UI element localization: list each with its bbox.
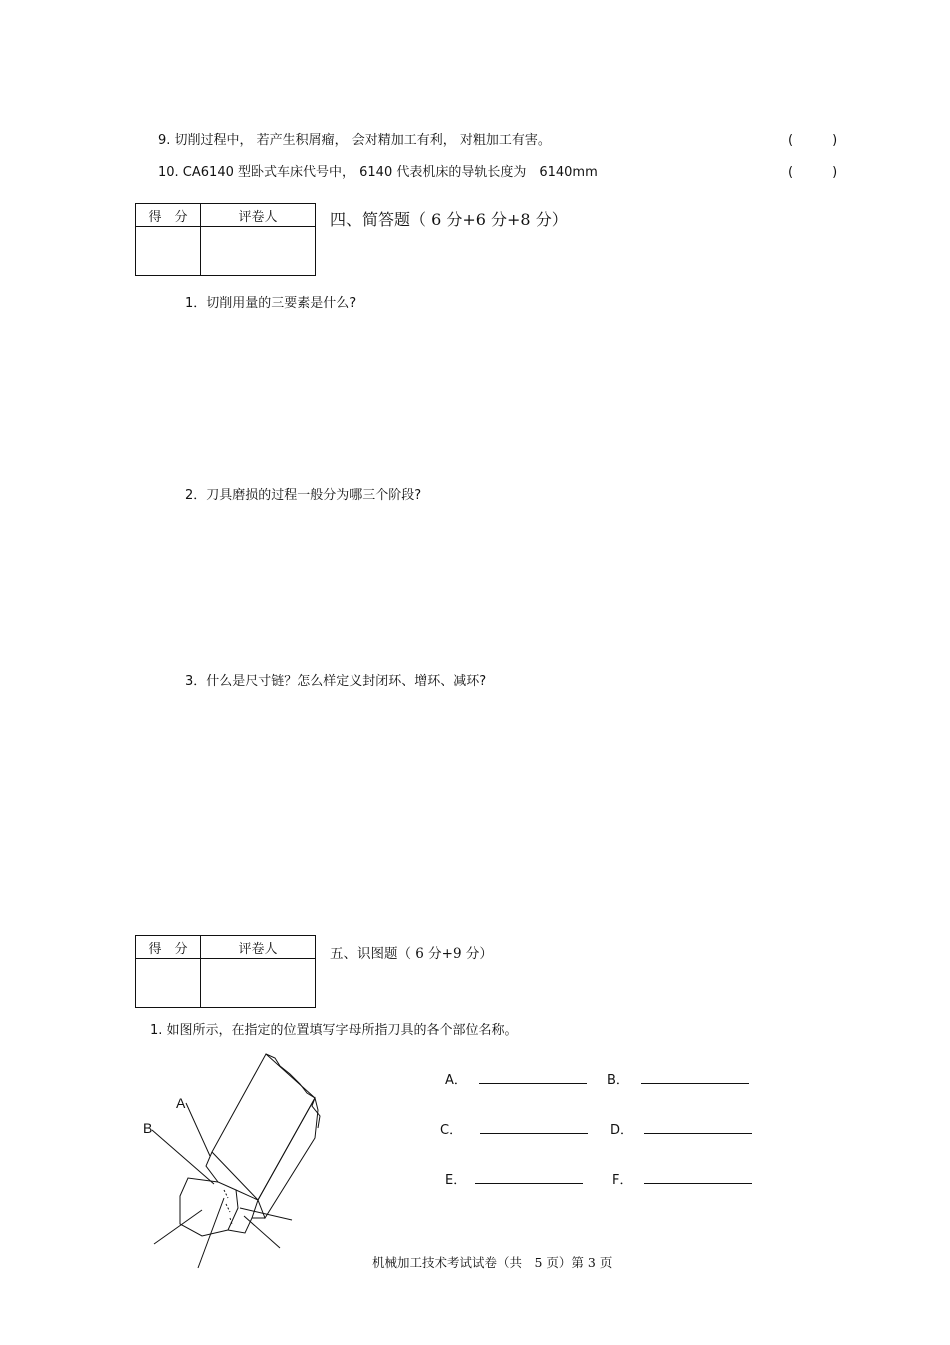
leader-line-e (240, 1208, 292, 1220)
blank-a[interactable] (479, 1071, 587, 1084)
blank-row-f (612, 1169, 752, 1188)
leader-line-c (154, 1210, 202, 1244)
tool-shank-side-face (258, 1098, 318, 1218)
blank-row-e (445, 1169, 583, 1188)
question-10: 10. CA6140 型卧式车床代号中， 6140 代表机床的导轨长度为 6140mm (158, 165, 598, 180)
blank-row-c (440, 1119, 588, 1138)
grader-cell[interactable] (201, 959, 316, 1008)
score-cell[interactable] (136, 959, 201, 1008)
blank-d[interactable] (644, 1121, 752, 1134)
leader-line-b (152, 1130, 214, 1184)
blank-f[interactable] (644, 1171, 752, 1184)
blank-label-a: A． (445, 1073, 467, 1088)
figure-label-a: A (176, 1095, 186, 1111)
score-header: 得 分 (136, 936, 201, 959)
score-cell[interactable] (136, 227, 201, 276)
blank-label-f: F． (612, 1173, 633, 1188)
question-9: 9. 切削过程中， 若产生积屑瘤， 会对精加工有利， 对粗加工有害。 (158, 133, 551, 148)
leader-line-a (186, 1103, 210, 1156)
blank-e[interactable] (475, 1171, 583, 1184)
answer-bracket-9[interactable]: ( ) (788, 133, 838, 148)
section5-title: 五、识图题（ 6 分+9 分） (330, 946, 493, 962)
tool-corner-marks (224, 1190, 232, 1224)
section4-question-1: 1．切削用量的三要素是什么? (185, 296, 357, 311)
grader-header: 评卷人 (201, 936, 316, 959)
blank-c[interactable] (480, 1121, 588, 1134)
grader-cell[interactable] (201, 227, 316, 276)
cutting-tool-figure (140, 1048, 340, 1270)
blank-row-ab (445, 1069, 587, 1088)
blank-label-e: E． (445, 1173, 467, 1188)
section4-title: 四、简答题（ 6 分+6 分+8 分） (330, 210, 568, 229)
score-header: 得 分 (136, 204, 201, 227)
section4-question-2: 2．刀具磨损的过程一般分为哪三个阶段? (185, 488, 422, 503)
section4-question-3: 3．什么是尺寸链？怎么样定义封闭环、增环、减环? (185, 674, 487, 689)
score-table-section5 (135, 935, 316, 1008)
figure-label-b: B (143, 1120, 153, 1136)
blank-label-b: B． (607, 1073, 629, 1088)
score-table-section4 (135, 203, 316, 276)
answer-bracket-10[interactable]: ( ) (788, 165, 838, 180)
tool-rake-face (206, 1152, 258, 1200)
tool-shank-top-face (212, 1054, 315, 1200)
leader-line-f (244, 1216, 280, 1248)
blank-row-d (610, 1119, 752, 1138)
grader-header: 评卷人 (201, 204, 316, 227)
tool-main-edge (228, 1190, 238, 1230)
blank-label-c: C． (440, 1123, 463, 1138)
blank-b[interactable] (641, 1071, 749, 1084)
tool-secondary-face (228, 1200, 258, 1233)
page-footer: 机械加工技术考试试卷（共 5 页）第 3 页 (372, 1255, 613, 1270)
blank-row-b (607, 1069, 749, 1088)
section5-question-1: 1. 如图所示，在指定的位置填写字母所指刀具的各个部位名称。 (150, 1023, 518, 1038)
leader-line-d (198, 1198, 224, 1268)
tool-broken-end (266, 1054, 320, 1128)
blank-label-d: D． (610, 1123, 634, 1138)
